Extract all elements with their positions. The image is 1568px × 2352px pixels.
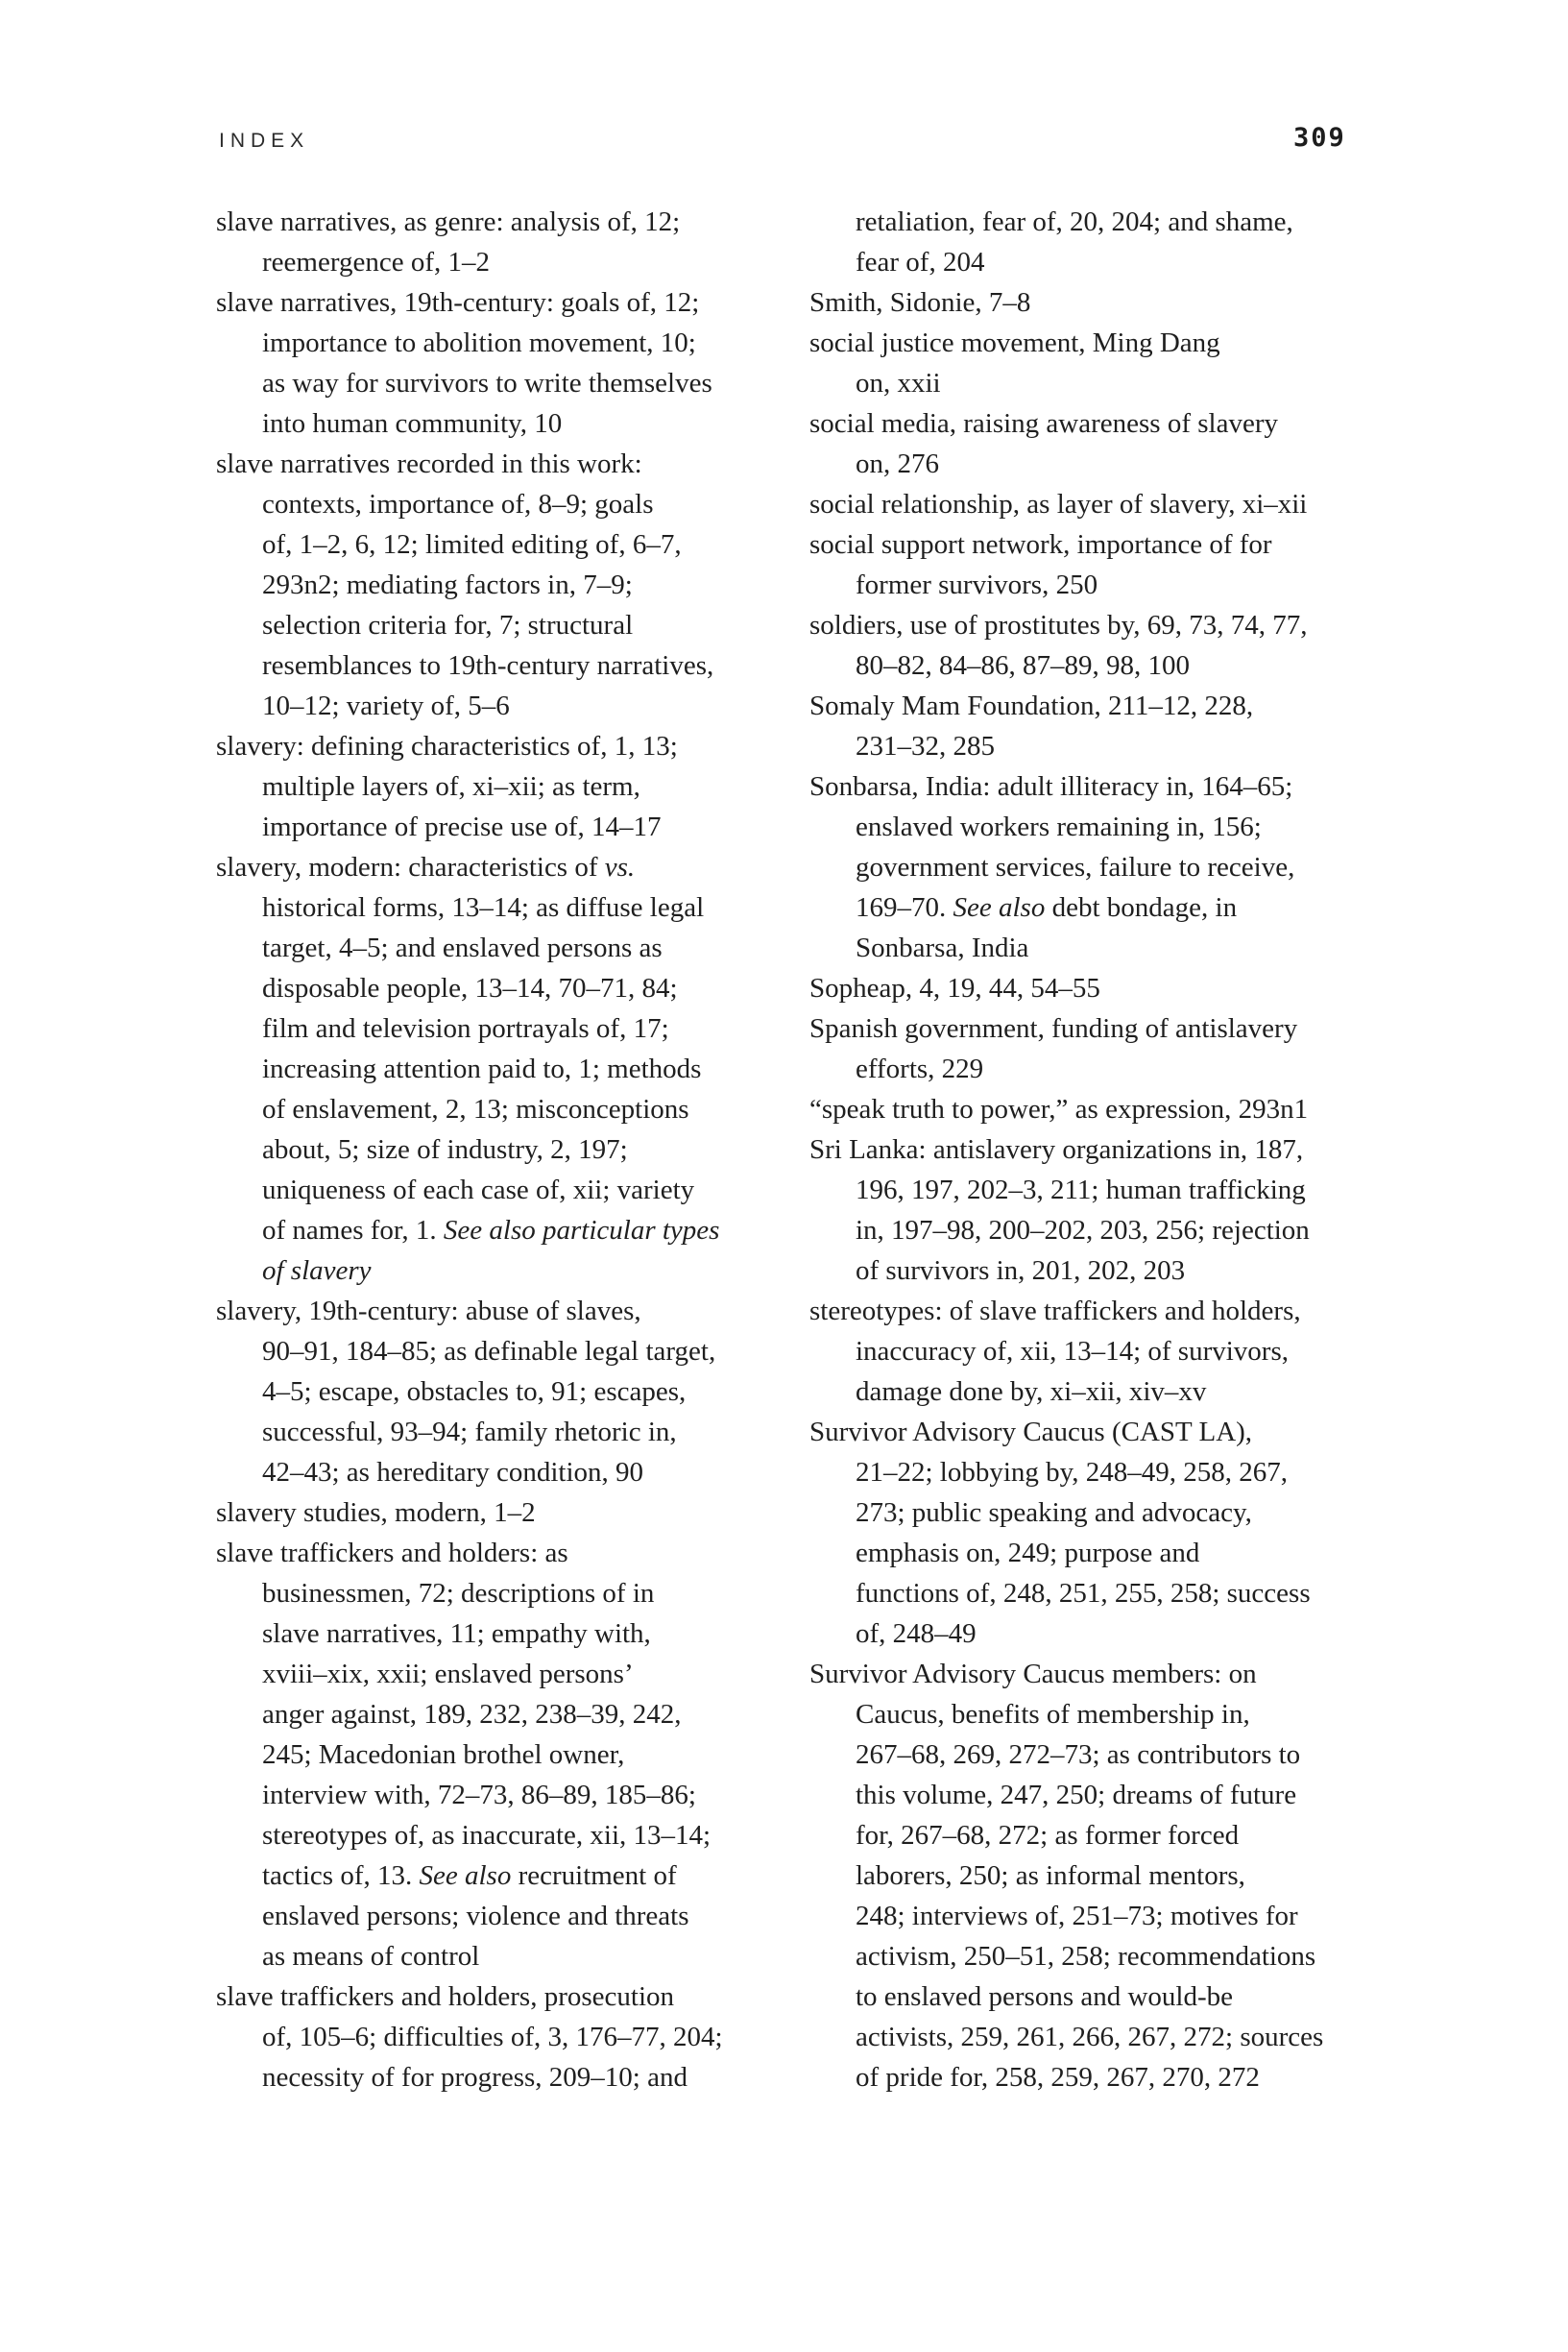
- index-text: stereotypes: of slave traffickers and holders,: [809, 1296, 1301, 1326]
- index-text: importance to abolition movement, 10;: [262, 327, 696, 358]
- index-text: of, 1–2, 6, 12; limited editing of, 6–7,: [262, 529, 682, 560]
- index-entry-line: [809, 1291, 1424, 1331]
- index-text: uniqueness of each case of, xii; variety: [262, 1175, 695, 1205]
- index-text: disposable people, 13–14, 70–71, 84;: [262, 973, 678, 1004]
- index-line-continuation: [216, 1734, 783, 1775]
- index-line-continuation: [809, 1250, 1424, 1291]
- index-text: damage done by, xi–xii, xiv–xv: [856, 1376, 1207, 1407]
- index-text: social support network, importance of for: [809, 529, 1272, 560]
- index-text: of, 105–6; difficulties of, 3, 176–77, 204;: [262, 2022, 723, 2052]
- index-line-continuation: [216, 807, 783, 847]
- index-text: activism, 250–51, 258; recommendations: [856, 1941, 1316, 1972]
- index-line-continuation: [809, 1331, 1424, 1371]
- index-text: tactics of, 13.: [262, 1860, 420, 1891]
- index-text: Smith, Sidonie, 7–8: [809, 287, 1031, 318]
- index-line-continuation: [809, 1694, 1424, 1734]
- index-line-continuation: [809, 645, 1424, 686]
- index-entry-line: [809, 1008, 1424, 1049]
- index-text: social media, raising awareness of slavery: [809, 408, 1278, 439]
- index-column-left: [216, 202, 783, 2097]
- index-text: contexts, importance of, 8–9; goals: [262, 489, 654, 520]
- index-text: 80–82, 84–86, 87–89, 98, 100: [856, 650, 1190, 681]
- index-line-continuation: [809, 2017, 1424, 2057]
- index-text: slave traffickers and holders: as: [216, 1538, 568, 1568]
- index-text: multiple layers of, xi–xii; as term,: [262, 771, 640, 802]
- index-entry-line: [809, 766, 1424, 807]
- index-line-continuation: [809, 1573, 1424, 1613]
- index-text: businessmen, 72; descriptions of in: [262, 1578, 655, 1609]
- index-line-continuation: [216, 1452, 783, 1492]
- index-entry-line: [809, 484, 1424, 524]
- index-line-continuation: [809, 1976, 1424, 2017]
- index-line-continuation: [216, 1129, 783, 1170]
- index-text: slave narratives, 11; empathy with,: [262, 1618, 651, 1649]
- index-line-continuation: [809, 565, 1424, 605]
- index-line-continuation: [216, 1815, 783, 1855]
- index-text: activists, 259, 261, 266, 267, 272; sources: [856, 2022, 1324, 2052]
- index-text: Sri Lanka: antislavery organizations in, 187,: [809, 1134, 1304, 1165]
- page-number: 309: [1293, 123, 1346, 153]
- index-line-continuation: [809, 202, 1424, 242]
- index-line-continuation: [216, 2057, 783, 2097]
- index-column-right: [809, 202, 1424, 2097]
- index-text: film and television portrayals of, 17;: [262, 1013, 669, 1044]
- index-text: 4–5; escape, obstacles to, 91; escapes,: [262, 1376, 687, 1407]
- index-text: slavery, modern: characteristics of: [216, 852, 605, 883]
- index-line-continuation: [809, 1452, 1424, 1492]
- index-text: 267–68, 269, 272–73; as contributors to: [856, 1739, 1301, 1770]
- index-line-continuation: [216, 1573, 783, 1613]
- index-text-italic: See also particular types: [443, 1215, 720, 1246]
- index-text: slavery, 19th-century: abuse of slaves,: [216, 1296, 641, 1326]
- index-line-continuation: [216, 1613, 783, 1654]
- index-line-continuation: [809, 1855, 1424, 1896]
- index-text: historical forms, 13–14; as diffuse legal: [262, 892, 705, 923]
- index-text: of names for, 1.: [262, 1215, 444, 1246]
- index-text: slave narratives, 19th-century: goals of, 12;: [216, 287, 700, 318]
- index-line-continuation: [809, 2057, 1424, 2097]
- index-text: stereotypes of, as inaccurate, xii, 13–14;: [262, 1820, 712, 1851]
- index-line-continuation: [809, 1775, 1424, 1815]
- index-text: 293n2; mediating factors in, 7–9;: [262, 570, 633, 600]
- index-text: social relationship, as layer of slavery, xi–xii: [809, 489, 1308, 520]
- index-text: in, 197–98, 200–202, 203, 256; rejection: [856, 1215, 1310, 1246]
- index-text: of enslavement, 2, 13; misconceptions: [262, 1094, 689, 1125]
- index-line-continuation: [809, 1896, 1424, 1936]
- index-line-continuation: [216, 1896, 783, 1936]
- index-line-continuation: [809, 1533, 1424, 1573]
- index-text: recruitment of: [511, 1860, 677, 1891]
- index-line-continuation: [216, 1210, 783, 1250]
- index-line-continuation: [809, 1613, 1424, 1654]
- index-line-continuation: [216, 363, 783, 403]
- index-line-continuation: [216, 1694, 783, 1734]
- index-text-italic: vs.: [604, 852, 636, 883]
- index-text: Sonbarsa, India: [856, 933, 1029, 963]
- index-line-continuation: [216, 1412, 783, 1452]
- index-text: slavery studies, modern, 1–2: [216, 1497, 536, 1528]
- index-text: successful, 93–94; family rhetoric in,: [262, 1417, 677, 1447]
- index-line-continuation: [216, 1250, 783, 1291]
- index-entry-line: [809, 1654, 1424, 1694]
- index-text: as way for survivors to write themselves: [262, 368, 712, 399]
- index-entry-line: [809, 1129, 1424, 1170]
- index-line-continuation: [809, 1492, 1424, 1533]
- index-text: slave narratives recorded in this work:: [216, 449, 642, 479]
- index-text: functions of, 248, 251, 255, 258; success: [856, 1578, 1311, 1609]
- index-text: on, xxii: [856, 368, 941, 399]
- index-line-continuation: [809, 1371, 1424, 1412]
- index-line-continuation: [809, 1170, 1424, 1210]
- index-entry-line: [809, 323, 1424, 363]
- index-line-continuation: [809, 1210, 1424, 1250]
- index-line-continuation: [216, 323, 783, 363]
- index-line-continuation: [216, 645, 783, 686]
- index-line-continuation: [216, 605, 783, 645]
- index-entry-line: [809, 605, 1424, 645]
- index-text: 248; interviews of, 251–73; motives for: [856, 1901, 1298, 1931]
- index-text: 42–43; as hereditary condition, 90: [262, 1457, 644, 1488]
- index-line-continuation: [809, 363, 1424, 403]
- index-text: inaccuracy of, xii, 13–14; of survivors,: [856, 1336, 1290, 1367]
- index-text: for, 267–68, 272; as former forced: [856, 1820, 1240, 1851]
- index-text: retaliation, fear of, 20, 204; and shame,: [856, 206, 1293, 237]
- index-line-continuation: [216, 242, 783, 282]
- index-line-continuation: [216, 1855, 783, 1896]
- index-line-continuation: [216, 1775, 783, 1815]
- index-text: 10–12; variety of, 5–6: [262, 691, 510, 721]
- index-text: this volume, 247, 250; dreams of future: [856, 1780, 1297, 1810]
- index-text: fear of, 204: [856, 247, 985, 278]
- index-line-continuation: [216, 1371, 783, 1412]
- index-entry-line: [809, 282, 1424, 323]
- index-line-continuation: [216, 1331, 783, 1371]
- index-entry-line: [809, 524, 1424, 565]
- index-text: emphasis on, 249; purpose and: [856, 1538, 1200, 1568]
- index-text: Spanish government, funding of antislavery: [809, 1013, 1298, 1044]
- index-text: anger against, 189, 232, 238–39, 242,: [262, 1699, 682, 1730]
- index-entry-line: [216, 1533, 783, 1573]
- index-line-continuation: [216, 968, 783, 1008]
- index-text: debt bondage, in: [1045, 892, 1238, 923]
- index-line-continuation: [216, 1936, 783, 1976]
- index-text-italic: See also: [953, 892, 1046, 923]
- index-text: former survivors, 250: [856, 570, 1098, 600]
- index-entry-line: [809, 686, 1424, 726]
- index-text: of pride for, 258, 259, 267, 270, 272: [856, 2062, 1260, 2093]
- index-text: 245; Macedonian brothel owner,: [262, 1739, 625, 1770]
- index-line-continuation: [216, 686, 783, 726]
- running-head: INDEX: [219, 130, 310, 152]
- index-text: 196, 197, 202–3, 211; human trafficking: [856, 1175, 1306, 1205]
- index-text: 169–70.: [856, 892, 953, 923]
- index-text: Sonbarsa, India: adult illiteracy in, 164–65;: [809, 771, 1293, 802]
- index-text: Caucus, benefits of membership in,: [856, 1699, 1250, 1730]
- index-text: about, 5; size of industry, 2, 197;: [262, 1134, 628, 1165]
- index-entry-line: [809, 1412, 1424, 1452]
- index-line-continuation: [216, 1049, 783, 1089]
- index-line-continuation: [216, 887, 783, 928]
- index-entry-line: [809, 968, 1424, 1008]
- index-text: social justice movement, Ming Dang: [809, 327, 1220, 358]
- index-text: increasing attention paid to, 1; methods: [262, 1054, 702, 1084]
- index-entry-line: [216, 1291, 783, 1331]
- index-text: slave traffickers and holders, prosecution: [216, 1981, 674, 2012]
- index-line-continuation: [216, 1089, 783, 1129]
- index-entry-line: [216, 444, 783, 484]
- index-text: Somaly Mam Foundation, 211–12, 228,: [809, 691, 1254, 721]
- index-line-continuation: [809, 242, 1424, 282]
- index-line-continuation: [809, 1815, 1424, 1855]
- index-line-continuation: [216, 2017, 783, 2057]
- index-text: target, 4–5; and enslaved persons as: [262, 933, 663, 963]
- index-text: 231–32, 285: [856, 731, 995, 762]
- index-line-continuation: [809, 1936, 1424, 1976]
- index-text: enslaved persons; violence and threats: [262, 1901, 689, 1931]
- index-line-continuation: [809, 847, 1424, 887]
- index-text: efforts, 229: [856, 1054, 984, 1084]
- index-line-continuation: [216, 524, 783, 565]
- index-line-continuation: [216, 928, 783, 968]
- index-text: on, 276: [856, 449, 939, 479]
- index-text: 273; public speaking and advocacy,: [856, 1497, 1252, 1528]
- index-line-continuation: [809, 928, 1424, 968]
- index-entry-line: [216, 202, 783, 242]
- index-text: enslaved workers remaining in, 156;: [856, 812, 1262, 842]
- index-line-continuation: [809, 887, 1424, 928]
- index-line-continuation: [809, 1049, 1424, 1089]
- index-line-continuation: [809, 1734, 1424, 1775]
- index-text: soldiers, use of prostitutes by, 69, 73, 74, 77,: [809, 610, 1308, 641]
- index-text: selection criteria for, 7; structural: [262, 610, 634, 641]
- index-entry-line: [216, 282, 783, 323]
- index-entry-line: [216, 1492, 783, 1533]
- index-line-continuation: [216, 484, 783, 524]
- index-text: importance of precise use of, 14–17: [262, 812, 662, 842]
- index-entry-line: [216, 726, 783, 766]
- index-text: of, 248–49: [856, 1618, 977, 1649]
- index-line-continuation: [216, 766, 783, 807]
- index-text-italic: of slavery: [262, 1255, 372, 1286]
- index-text: slave narratives, as genre: analysis of, 12;: [216, 206, 681, 237]
- index-line-continuation: [216, 565, 783, 605]
- index-text: xviii–xix, xxii; enslaved persons’: [262, 1659, 634, 1689]
- index-entry-line: [809, 403, 1424, 444]
- index-line-continuation: [809, 444, 1424, 484]
- index-text: as means of control: [262, 1941, 480, 1972]
- index-text: interview with, 72–73, 86–89, 185–86;: [262, 1780, 696, 1810]
- index-text: reemergence of, 1–2: [262, 247, 490, 278]
- index-entry-line: [809, 1089, 1424, 1129]
- index-text: resemblances to 19th-century narratives,: [262, 650, 714, 681]
- index-text: Sopheap, 4, 19, 44, 54–55: [809, 973, 1100, 1004]
- index-text: 90–91, 184–85; as definable legal target,: [262, 1336, 716, 1367]
- index-line-continuation: [216, 1008, 783, 1049]
- index-line-continuation: [216, 1654, 783, 1694]
- index-text: Survivor Advisory Caucus members: on: [809, 1659, 1257, 1689]
- index-text: into human community, 10: [262, 408, 563, 439]
- index-text: government services, failure to receive,: [856, 852, 1295, 883]
- index-text: necessity of for progress, 209–10; and: [262, 2062, 688, 2093]
- index-line-continuation: [216, 1170, 783, 1210]
- index-text: laborers, 250; as informal mentors,: [856, 1860, 1245, 1891]
- index-text: 21–22; lobbying by, 248–49, 258, 267,: [856, 1457, 1289, 1488]
- index-line-continuation: [809, 726, 1424, 766]
- index-text: of survivors in, 201, 202, 203: [856, 1255, 1186, 1286]
- index-text: Survivor Advisory Caucus (CAST LA),: [809, 1417, 1253, 1447]
- index-text: slavery: defining characteristics of, 1, 13;: [216, 731, 678, 762]
- index-text-italic: See also: [419, 1860, 512, 1891]
- index-text: to enslaved persons and would-be: [856, 1981, 1234, 2012]
- index-line-continuation: [216, 403, 783, 444]
- index-text: “speak truth to power,” as expression, 293n1: [809, 1094, 1309, 1125]
- index-entry-line: [216, 1976, 783, 2017]
- index-entry-line: [216, 847, 783, 887]
- index-line-continuation: [809, 807, 1424, 847]
